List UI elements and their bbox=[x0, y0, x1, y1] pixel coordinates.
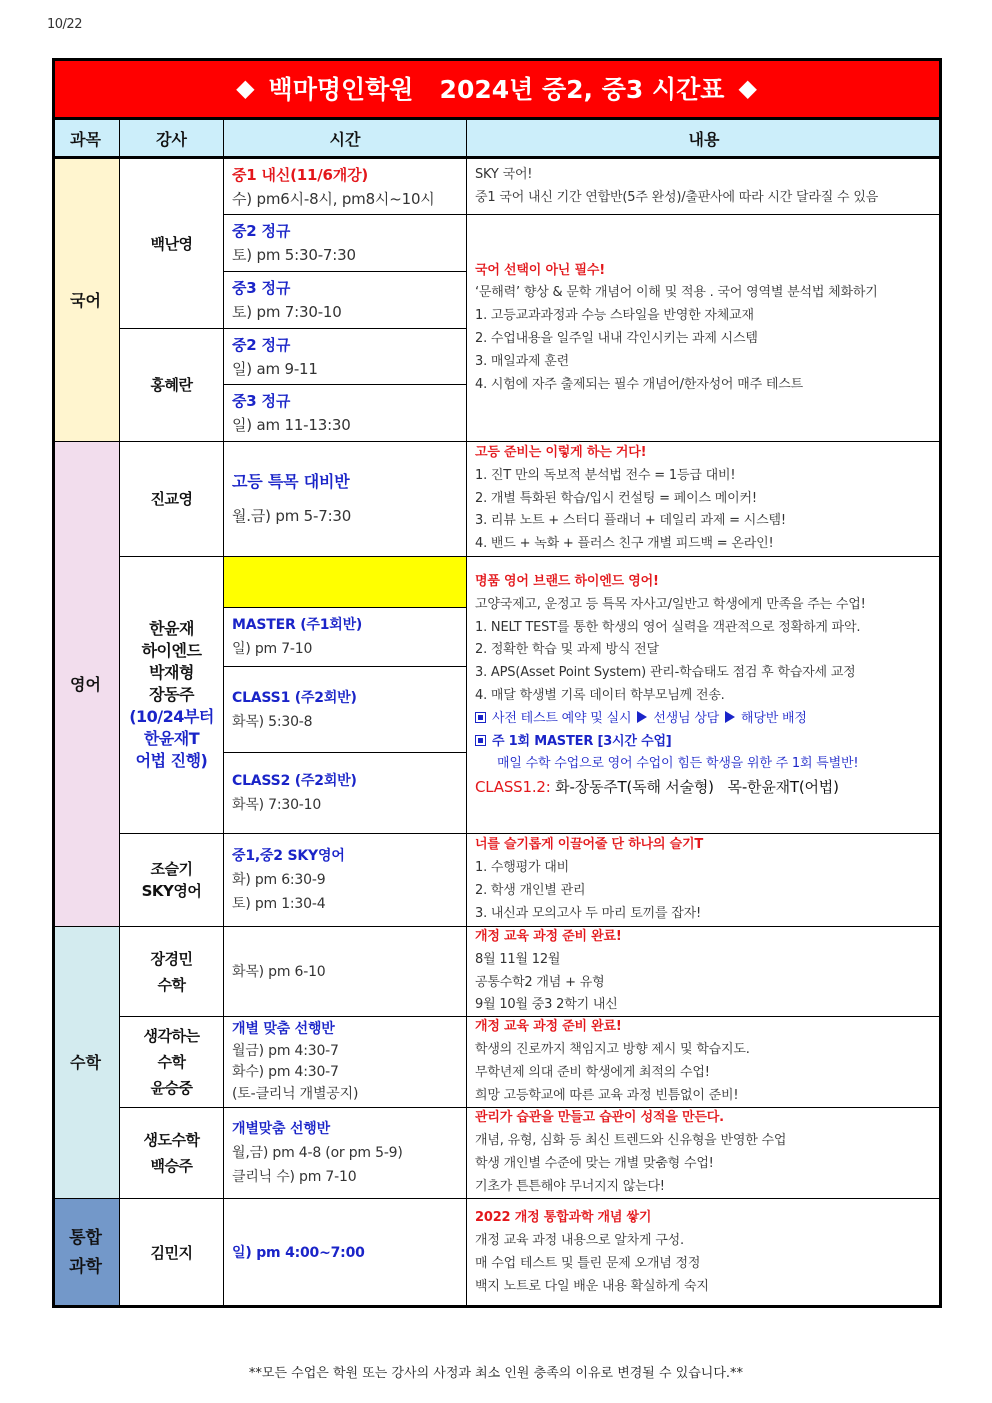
header-time: 시간 bbox=[224, 120, 467, 159]
teacher-note: 한윤재T bbox=[143, 729, 200, 748]
slot-time: 화목) 5:30-8 bbox=[232, 713, 313, 730]
header-subject: 과목 bbox=[52, 120, 120, 159]
slot-time: 화수) pm 4:30-7 bbox=[232, 1064, 339, 1080]
content-cell bbox=[467, 834, 942, 927]
content-line: 백지 노트로 다일 배운 내용 확실하게 숙지 bbox=[475, 1278, 709, 1294]
slot-time: 일) am 9-11 bbox=[232, 359, 318, 378]
content-heading: 국어 선택이 아닌 필수! bbox=[475, 262, 605, 278]
time-slot bbox=[224, 927, 467, 1017]
content-line: 4. 시험에 자주 출제되는 필수 개념어/한자성어 매주 테스트 bbox=[475, 376, 803, 392]
content-heading: 관리가 습관을 만들고 습관이 성적을 만든다. bbox=[475, 1110, 724, 1126]
class-desc: 화-장동주T(독해 서술형) 목-한윤재T(어법) bbox=[555, 778, 839, 797]
content-cell bbox=[467, 442, 942, 557]
slot-time: 일) am 11-13:30 bbox=[232, 416, 351, 434]
header-teacher: 강사 bbox=[120, 120, 224, 159]
content-heading: 개정 교육 과정 준비 완료! bbox=[475, 928, 622, 944]
slot-time: 클리닉 수) pm 7-10 bbox=[232, 1169, 357, 1185]
teacher-name: 한윤재 bbox=[149, 619, 194, 638]
content-line: 2. 학생 개인별 관리 bbox=[475, 883, 586, 898]
header-content: 내용 bbox=[467, 120, 942, 159]
content-line: 3. 매일과제 훈련 bbox=[475, 353, 570, 369]
teacher-name: 장경민 bbox=[150, 949, 193, 968]
slot-title: CLASS1 (주2회반) bbox=[232, 689, 357, 706]
timetable bbox=[52, 58, 942, 1308]
slot-time: 토) pm 7:30-10 bbox=[232, 303, 342, 321]
teacher-name: 장동주 bbox=[149, 685, 194, 704]
teacher-name: 수학 bbox=[157, 1053, 186, 1071]
teacher-note: 어법 진행) bbox=[135, 751, 208, 770]
slot-title: 개별맞춤 선행반 bbox=[232, 1121, 330, 1137]
content-line: 희망 고등학교에 따른 교육 과정 빈틈없이 준비! bbox=[475, 1087, 739, 1103]
time-slot bbox=[224, 1108, 467, 1199]
slot-time: 월금) pm 4:30-7 bbox=[232, 1042, 339, 1059]
time-slot bbox=[224, 1199, 467, 1308]
teacher-cell bbox=[120, 834, 224, 927]
slot-time: 화목) pm 6-10 bbox=[232, 963, 326, 980]
teacher-name: 생도수학 bbox=[143, 1131, 200, 1149]
slot-time: (토-클리닉 개별공지) bbox=[232, 1085, 359, 1102]
content-line: 4. 밴드 + 녹화 + 플러스 친구 개별 피드백 = 온라인! bbox=[475, 536, 774, 552]
time-slot bbox=[224, 272, 467, 329]
teacher-cell bbox=[120, 927, 224, 1017]
content-heading: 고등 준비는 이렇게 하는 거다! bbox=[475, 445, 647, 461]
teacher-name: 수학 bbox=[157, 975, 186, 994]
process-line bbox=[475, 708, 933, 731]
content-line: 무학년제 의대 준비 학생에게 최적의 수업! bbox=[475, 1065, 710, 1080]
content-line: 8월 11월 12월 bbox=[475, 951, 561, 967]
master-line bbox=[475, 731, 933, 754]
time-slot bbox=[224, 442, 467, 557]
content-line: 9월 10월 중3 2학기 내신 bbox=[475, 997, 618, 1013]
slot-time: 수) pm6시-8시, pm8시~10시 bbox=[232, 189, 435, 208]
subject-science bbox=[52, 1199, 120, 1308]
content-line: 4. 매달 학생별 기록 데이터 학부모님께 전송. bbox=[475, 688, 725, 703]
time-slot bbox=[224, 667, 467, 753]
teacher-name: 김민지 bbox=[150, 1244, 193, 1262]
slot-title: 중1 내신(11/6개강) bbox=[232, 165, 369, 184]
slot-time: 월.금) pm 5-7:30 bbox=[232, 507, 352, 525]
slot-title: 중3 정규 bbox=[232, 392, 291, 410]
slot-time: 토) pm 1:30-4 bbox=[232, 896, 326, 912]
slot-title: 중3 정규 bbox=[232, 279, 291, 297]
content-line: 1. NELT TEST를 통한 학생의 영어 실력을 객관적으로 정확하게 파악. bbox=[475, 619, 861, 635]
content-line: 1. 수행평가 대비 bbox=[475, 860, 570, 876]
content-cell bbox=[467, 215, 942, 442]
class-line bbox=[475, 776, 933, 819]
slot-title: 중1,중2 SKY영어 bbox=[232, 848, 345, 864]
content-line: 공통수학2 개념 + 유형 bbox=[475, 974, 605, 990]
teacher-cell bbox=[120, 1108, 224, 1199]
content-heading: 명품 영어 브랜드 하이엔드 영어! bbox=[475, 574, 659, 590]
content-cell bbox=[467, 927, 942, 1017]
slot-time: 일) pm 4:00~7:00 bbox=[232, 1245, 365, 1261]
subject-math bbox=[52, 927, 120, 1199]
content-cell bbox=[467, 1017, 942, 1108]
slot-time: 토) pm 5:30-7:30 bbox=[232, 246, 356, 264]
teacher-cell bbox=[120, 1017, 224, 1108]
arrow-right-icon bbox=[725, 711, 735, 723]
slot-title: CLASS2 (주2회반) bbox=[232, 773, 357, 789]
content-line: 개정 교육 과정 내용으로 알차게 구성. bbox=[475, 1233, 684, 1249]
teacher-cell bbox=[120, 442, 224, 557]
content-line: 학생 개인별 수준에 맞는 개별 맞춤형 수업! bbox=[475, 1156, 714, 1171]
arrow-right-icon bbox=[637, 711, 647, 723]
teacher-cell bbox=[120, 329, 224, 442]
subject-label: 통합 bbox=[69, 1228, 102, 1248]
content-cell bbox=[467, 557, 942, 834]
content-cell bbox=[467, 1199, 942, 1308]
slot-title: 중2 정규 bbox=[232, 335, 291, 354]
content-line: 중1 국어 내신 기간 연합반(5주 완성)/출판사에 따라 시간 달라질 수 있음 bbox=[475, 189, 879, 205]
page-number: 10/22 bbox=[47, 17, 82, 32]
slot-title: MASTER (주1회반) bbox=[232, 617, 363, 633]
time-slot bbox=[224, 159, 467, 215]
time-slot bbox=[224, 215, 467, 272]
highlight-blank-cell bbox=[224, 557, 467, 608]
timetable-title bbox=[52, 58, 942, 120]
content-line: 기초가 튼튼해야 무너지지 않는다! bbox=[475, 1178, 665, 1194]
content-line: ‘문해력’ 향상 & 문학 개념어 이해 및 적용 . 국어 영역별 분석법 체화하기 bbox=[475, 285, 878, 301]
master-text: 주 1회 MASTER [3시간 수업] bbox=[492, 733, 672, 749]
content-cell bbox=[467, 1108, 942, 1199]
teacher-name: 백난영 bbox=[150, 234, 193, 253]
teacher-name: 홍혜란 bbox=[150, 376, 193, 394]
teacher-name: 하이엔드 bbox=[141, 641, 202, 660]
teacher-cell bbox=[120, 557, 224, 834]
content-line: SKY 국어! bbox=[475, 166, 533, 182]
diamond-icon: ◆ bbox=[738, 73, 757, 102]
teacher-name: 박재형 bbox=[149, 663, 194, 682]
process-step: 해당반 배정 bbox=[741, 710, 807, 726]
subject-english bbox=[52, 442, 120, 927]
checkbox-square-icon bbox=[475, 735, 486, 746]
slot-title: 개별 맞춤 선행반 bbox=[232, 1021, 335, 1037]
subject-label: 수학 bbox=[70, 1053, 101, 1072]
teacher-name: 조슬기 bbox=[150, 860, 193, 878]
slot-title: 고등 특목 대비반 bbox=[232, 472, 350, 491]
content-line: 고양국제고, 운정고 등 특목 자사고/일반고 학생에게 만족을 주는 수업! bbox=[475, 596, 866, 612]
footer-notice: **모든 수업은 학원 또는 강사의 사정과 최소 인원 충족의 이유로 변경될 수 있습니다.** bbox=[248, 1366, 744, 1381]
time-slot bbox=[224, 834, 467, 927]
teacher-name: SKY영어 bbox=[141, 882, 202, 900]
slot-time: 화) pm 6:30-9 bbox=[232, 872, 326, 888]
slot-time: 화목) 7:30-10 bbox=[232, 797, 322, 813]
process-step: 사전 테스트 예약 및 실시 bbox=[492, 710, 632, 726]
content-line: 개념, 유형, 심화 등 최신 트렌드와 신유형을 반영한 수업 bbox=[475, 1133, 787, 1149]
slot-time: 일) pm 7-10 bbox=[232, 641, 313, 657]
content-line: 1. 진T 만의 독보적 분석법 전수 = 1등급 대비! bbox=[475, 467, 736, 483]
time-slot bbox=[224, 329, 467, 385]
teacher-name: 윤승중 bbox=[150, 1079, 193, 1097]
content-cell bbox=[467, 159, 942, 215]
subject-label: 과학 bbox=[69, 1257, 102, 1277]
slot-title: 중2 정규 bbox=[232, 222, 291, 240]
content-line: 3. APS(Asset Point System) 관리-학습태도 점검 후 학습자세 교정 bbox=[475, 665, 856, 681]
content-heading: 너를 슬기롭게 이끌어줄 단 하나의 슬기T bbox=[475, 837, 704, 853]
content-heading: 개정 교육 과정 준비 완료! bbox=[475, 1019, 622, 1035]
content-line: 학생의 진로까지 책임지고 방향 제시 및 학습지도. bbox=[475, 1042, 750, 1058]
subject-label: 영어 bbox=[70, 674, 101, 694]
slot-time: 월,금) pm 4-8 (or pm 5-9) bbox=[232, 1145, 403, 1161]
time-slot bbox=[224, 1017, 467, 1108]
teacher-note: (10/24부터 bbox=[129, 707, 214, 726]
content-heading: 2022 개정 통합과학 개념 쌓기 bbox=[475, 1210, 652, 1226]
teacher-name: 백승주 bbox=[150, 1157, 193, 1175]
content-line: 매 수업 테스트 및 틀린 문제 오개념 정정 bbox=[475, 1256, 701, 1271]
subject-label: 국어 bbox=[70, 290, 101, 310]
time-slot bbox=[224, 753, 467, 834]
content-line: 3. 내신과 모의고사 두 마리 토끼를 잡자! bbox=[475, 905, 701, 921]
checkbox-square-icon bbox=[475, 712, 486, 723]
time-slot bbox=[224, 608, 467, 667]
content-line: 2. 수업내용을 일주일 내내 각인시키는 과제 시스템 bbox=[475, 331, 758, 346]
teacher-name: 진교영 bbox=[150, 490, 193, 508]
content-line: 3. 리뷰 노트 + 스터디 플래너 + 데일리 과제 = 시스템! bbox=[475, 513, 786, 529]
master-desc: 매일 수학 수업으로 영어 수업이 힘든 학생을 위한 주 1회 특별반! bbox=[497, 756, 859, 772]
time-slot bbox=[224, 385, 467, 442]
diamond-icon: ◆ bbox=[236, 73, 255, 102]
content-line: 2. 개별 특화된 학습/입시 컨설팅 = 페이스 메이커! bbox=[475, 490, 757, 506]
teacher-name: 생각하는 bbox=[143, 1027, 200, 1045]
teacher-cell bbox=[120, 1199, 224, 1308]
title-text: 백마명인학원 2024년 중2, 중3 시간표 bbox=[268, 74, 725, 104]
process-step: 선생님 상담 bbox=[653, 710, 720, 726]
subject-korean bbox=[52, 159, 120, 442]
teacher-cell bbox=[120, 159, 224, 329]
content-line: 2. 정확한 학습 및 과제 방식 전달 bbox=[475, 642, 659, 658]
class-label: CLASS1.2: bbox=[475, 778, 551, 797]
content-line: 1. 고등교과과정과 수능 스타일을 반영한 자체교재 bbox=[475, 308, 754, 324]
